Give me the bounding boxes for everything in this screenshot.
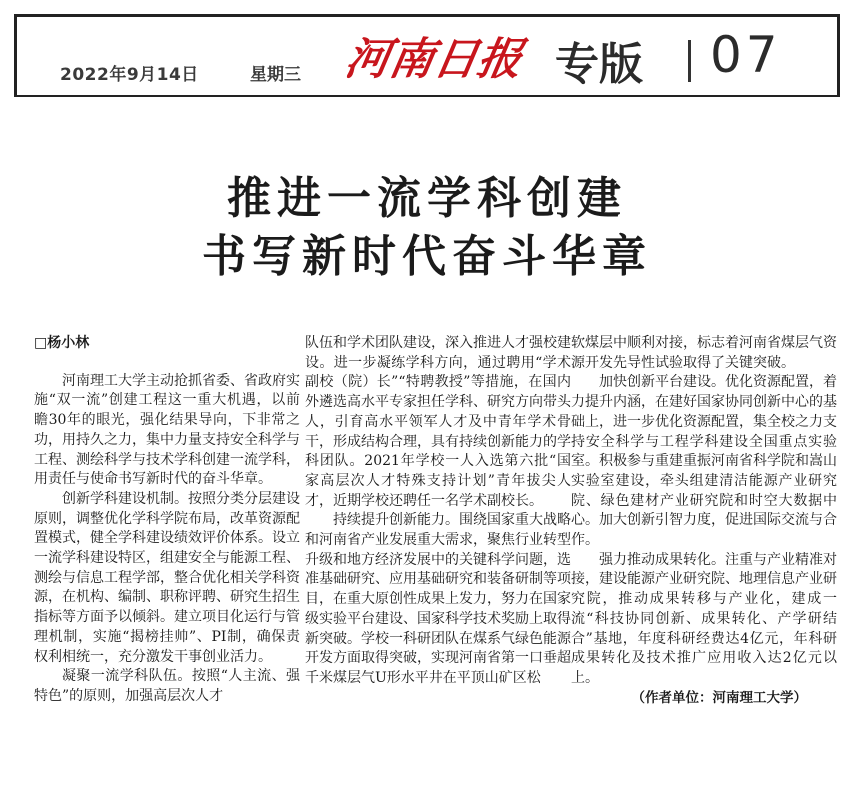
paragraph: 软煤层中顺利对接，标志着河南省煤层气资源开发先导性试验取得了关键突破。 xyxy=(571,335,837,371)
paragraph: 河南理工大学主动抢抓省委、省政府实施“双一流”创建工程这一重大机遇，以前瞻30年的眼光，强化结果导向，下非常之功，用持久之力，集中力量支持安全科学与工程、测绘科学与技术学科创建一流学科，用责任与使命书写新时代的奋斗华章。 xyxy=(34,372,300,488)
masthead xyxy=(0,0,854,112)
article-column-1 xyxy=(34,334,300,774)
issue-weekday: 星期三 xyxy=(250,65,301,85)
headline-line-2: 书写新时代奋斗华章 xyxy=(202,231,652,282)
frame-right-rule xyxy=(837,14,840,96)
page-number: 07 xyxy=(710,26,782,84)
article-column-2 xyxy=(305,334,571,774)
paragraph: 创新学科建设机制。按照分类分层建设原则，调整优化学科学院布局，改革资源配置模式，健全学科建设绩效评价体系。设立一流学科建设特区，组建安全与能源工程、测绘与信息工程学部，整合优化相关学科资源，在机构、编制、职称评聘、研究生招生指标等方面予以倾斜。建立项目化运行与管理机制，实施“揭榜挂帅”、PI制，确保责权利相统一，充分激发干事创业活力。 xyxy=(34,490,300,665)
newspaper-logo xyxy=(341,24,527,88)
paragraph: 队伍和学术团队建设，深入推进人才强校建设。进一步凝练学科方向，通过聘用“学术副校（院）长”“特聘教授”等措施，在国内外遴选高水平专家担任学科、研究方向带头人，引育高水平领军人才及中青年学术骨干，形成结构合理，具有持续创新能力的学科团队。2021年学校一人入选第六批“国家高层次人才特殊支持计划”青年拔尖人才，近期学校还聘任一名学术副校长。 xyxy=(305,335,571,509)
section-divider xyxy=(688,40,691,82)
issue-date: 2022年9月14日 xyxy=(60,65,199,85)
frame-bottom-rule xyxy=(14,95,840,97)
paragraph: 凝聚一流学科队伍。按照“人主流、强特色”的原则，加强高层次人才 xyxy=(34,668,300,704)
headline-line-1: 推进一流学科创建 xyxy=(227,173,627,224)
paragraph: 持续提升创新能力。围绕国家重大战略和河南省产业发展重大需求，聚焦行业转型升级和地方经济发展中的关键科学问题，选准基础研究、应用基础研究和装备研制等项目，在重大原创性成果上发力，努力在国家级实验平台建设、国家科学技术奖励上取得新突破。学校一科研团队在煤系气绿色能源开发方面取得突破，实现河南省第一口垂超千米煤层气U形水平井在平顶山矿区松 xyxy=(305,512,571,686)
logo-text: 河南日报 xyxy=(341,33,527,85)
author-unit: （作者单位：河南理工大学） xyxy=(631,689,807,706)
frame-left-rule xyxy=(14,14,17,96)
byline: □杨小林 xyxy=(34,335,90,351)
paragraph: 加快创新平台建设。优化资源配置，着力提升内涵，在建好国家协同创新中心的基础上，进一步优化资源配置，集全校之力支持安全科学与工程学科建设全国重点实验室。积极参与重建重振河南省科学院和嵩山实验室建设，牵头组建清洁能源产业研究院、绿色建材产业研究院和时空大数据中心。加大创新引智力度，促进国际交流与合作。 xyxy=(571,374,837,549)
article-column-3 xyxy=(571,334,837,774)
section-name: 专版 xyxy=(555,39,643,90)
frame-top-rule xyxy=(14,14,840,17)
paragraph: 强力推动成果转化。注重与产业精准对接，建设能源产业研究院、地理信息产业研究院，推动成果转移与产业化，建成一流“科技协同创新、成果转化、产学研结合”基地，年度科研经费达4亿元，年科研成果转化及技术推广应用收入达2亿元以上。 xyxy=(571,551,837,686)
